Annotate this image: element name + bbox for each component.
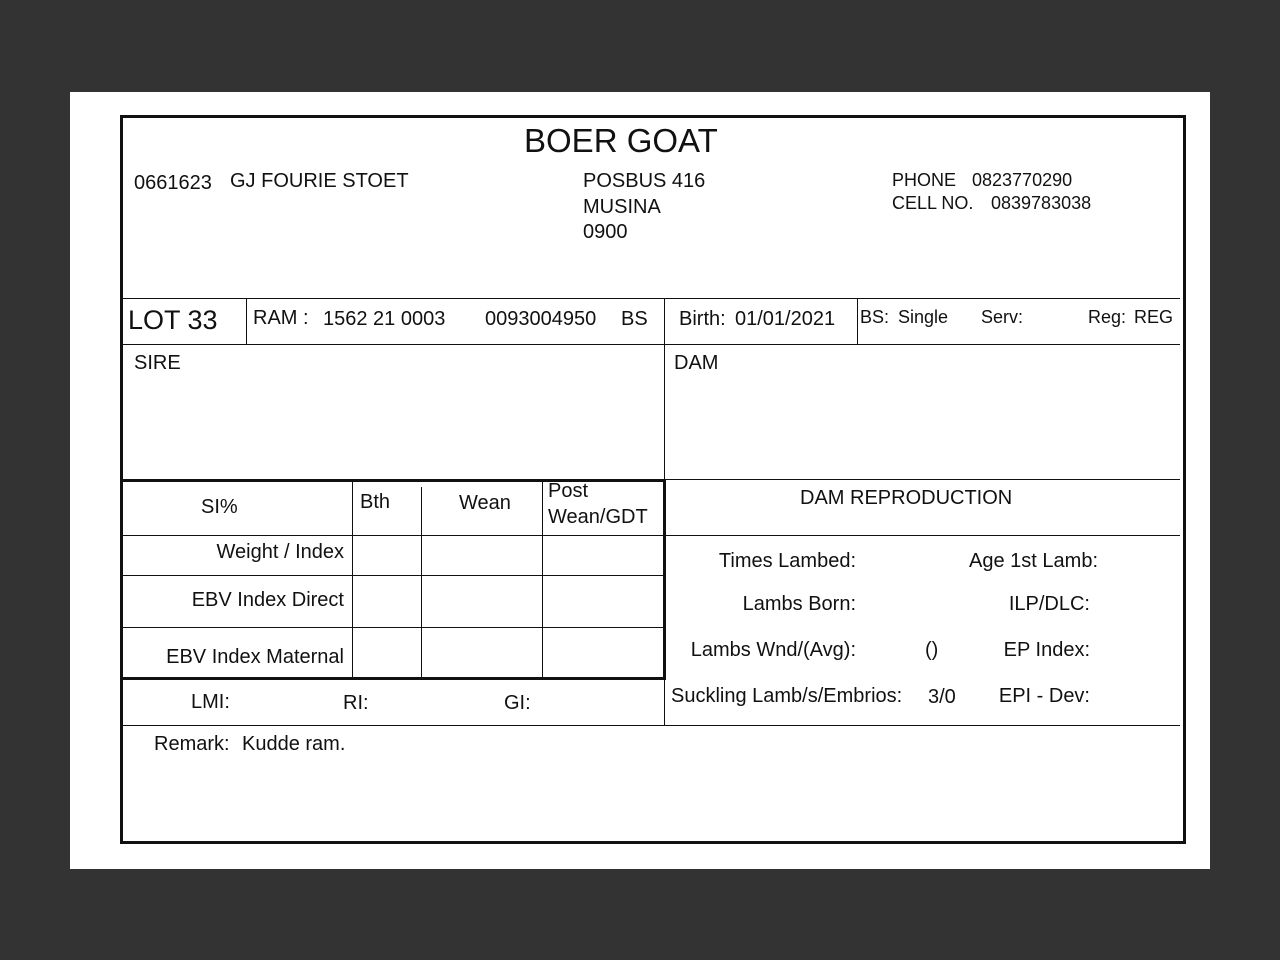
dam-reproduction-title: DAM REPRODUCTION bbox=[800, 487, 1013, 509]
col-post: Post bbox=[548, 480, 589, 502]
rule-col-post-left bbox=[542, 482, 543, 677]
row-weight-index: Weight / Index bbox=[216, 541, 344, 563]
lambs-weaned-value: () bbox=[925, 639, 939, 661]
remark-label: Remark: bbox=[154, 733, 230, 755]
rule-pedigree-bottom-right bbox=[665, 479, 1180, 480]
col-si-percent: SI% bbox=[201, 496, 238, 518]
rule-perf-bottom bbox=[122, 677, 665, 680]
lmi-label: LMI: bbox=[191, 691, 230, 713]
birth-date: 01/01/2021 bbox=[735, 308, 836, 330]
ram-id: 1562 21 0003 bbox=[323, 308, 446, 330]
lot-number: LOT 33 bbox=[128, 305, 218, 335]
ri-label: RI: bbox=[343, 692, 369, 714]
rule-perf-header-bottom bbox=[122, 535, 1180, 536]
ilp-dlc-label: ILP/DLC: bbox=[1008, 593, 1090, 615]
rule-id-bottom bbox=[122, 344, 1180, 345]
cell-number: 0839783038 bbox=[991, 193, 1092, 213]
bs-code: BS bbox=[621, 308, 648, 330]
row-ebv-maternal: EBV Index Maternal bbox=[166, 646, 344, 668]
serv-label: Serv: bbox=[981, 307, 1024, 327]
breeder-name: GJ FOURIE STOET bbox=[230, 170, 409, 192]
address-line-1: POSBUS 416 bbox=[583, 170, 706, 192]
birth-label: Birth: bbox=[679, 308, 726, 330]
age-first-lamb-label: Age 1st Lamb: bbox=[969, 550, 1098, 572]
suckling-value: 3/0 bbox=[928, 686, 956, 708]
bs-value: Single bbox=[898, 307, 949, 327]
bs-label: BS: bbox=[860, 307, 890, 327]
rule-remarks-top bbox=[122, 725, 1180, 726]
rule-perf-row-2 bbox=[122, 627, 665, 628]
lambs-born-label: Lambs Born: bbox=[742, 593, 856, 615]
address-line-3: 0900 bbox=[583, 221, 628, 243]
reg-label: Reg: bbox=[1088, 307, 1127, 327]
cell-label: CELL NO. bbox=[892, 193, 974, 213]
ep-index-label: EP Index: bbox=[1003, 639, 1090, 661]
ram-label: RAM : bbox=[253, 307, 309, 329]
rule-col-wean-left bbox=[421, 487, 422, 677]
rule-lot-right bbox=[246, 298, 247, 344]
phone-number: 0823770290 bbox=[972, 170, 1073, 190]
rule-col-bth-left bbox=[352, 482, 353, 677]
sire-label: SIRE bbox=[134, 352, 181, 374]
address-line-2: MUSINA bbox=[583, 196, 661, 218]
times-lambed-label: Times Lambed: bbox=[718, 550, 856, 572]
gi-label: GI: bbox=[504, 692, 531, 714]
epi-dev-label: EPI - Dev: bbox=[998, 685, 1090, 707]
rule-header-bottom bbox=[122, 298, 1180, 299]
col-wean: Wean bbox=[459, 492, 511, 514]
rule-perf-right bbox=[663, 480, 666, 680]
remark-text: Kudde ram. bbox=[242, 733, 346, 755]
breeder-number: 0661623 bbox=[134, 172, 212, 194]
reg-number: 0093004950 bbox=[485, 308, 597, 330]
reg-value: REG bbox=[1134, 307, 1174, 327]
col-bth: Bth bbox=[360, 491, 391, 513]
row-ebv-direct: EBV Index Direct bbox=[191, 589, 344, 611]
phone-label: PHONE bbox=[892, 170, 957, 190]
dam-label: DAM bbox=[674, 352, 719, 374]
rule-perf-row-1 bbox=[122, 575, 665, 576]
lambs-weaned-label: Lambs Wnd/(Avg): bbox=[690, 639, 856, 661]
rule-birth-right bbox=[857, 298, 858, 344]
card-title: BOER GOAT bbox=[524, 122, 718, 159]
suckling-label: Suckling Lamb/s/Embrios: bbox=[671, 685, 903, 707]
col-wean-gdt: Wean/GDT bbox=[548, 506, 648, 528]
